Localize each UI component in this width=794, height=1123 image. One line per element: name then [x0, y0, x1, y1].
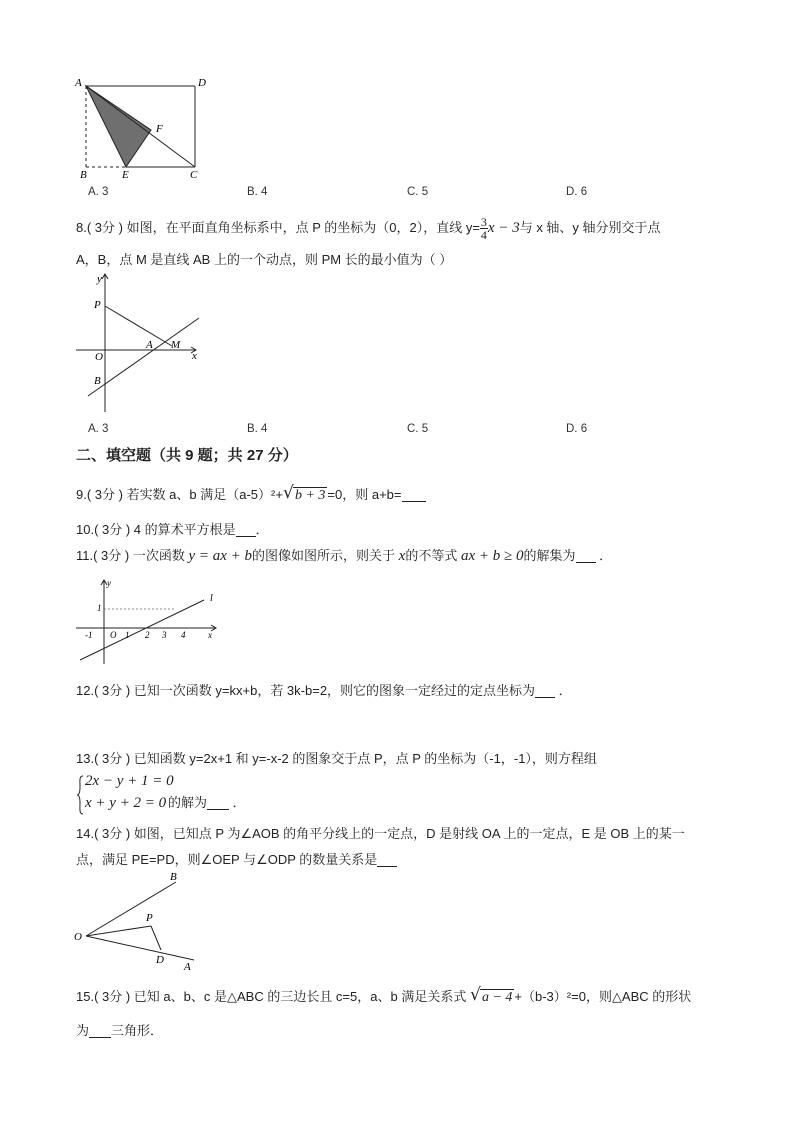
q8-option-b: B. 4 [247, 423, 268, 435]
label-B: B [170, 871, 177, 883]
q15-line2-prefix: 为 [76, 1023, 90, 1038]
q7-option-d: D. 6 [566, 186, 588, 198]
q10-answer-blank[interactable] [236, 522, 256, 537]
q15-radicand: a − 4 [481, 990, 513, 1005]
q9-radicand: b + 3 [294, 488, 326, 503]
q11-inequality: ax + b ≥ 0 [460, 548, 524, 564]
q9-sqrt [282, 483, 327, 505]
ray-OB [86, 882, 176, 936]
question-13-line1: 13.( 3分 ) 已知函数 y=2x+1 和 y=-x-2 的图象交于点 P，点 P 的坐标为（-1，-1），则方程组 [76, 751, 597, 766]
label-neg1: -1 [85, 630, 93, 640]
q15-sqrt [469, 985, 514, 1007]
q13-answer-blank[interactable] [207, 795, 229, 810]
question-11 [76, 547, 612, 565]
left-brace [76, 775, 84, 815]
label-x: x [208, 630, 212, 640]
segment-PD [151, 926, 161, 950]
label-P: P [146, 912, 153, 924]
question-8-line1 [76, 216, 661, 241]
q14-line2: 点，满足 PE=PD，则∠OEP 与∠ODP 的数量关系是 [76, 852, 378, 867]
label-O: O [74, 931, 82, 943]
q13-suffix: 的解为 [168, 795, 208, 810]
q7-option-c: C. 5 [407, 186, 429, 198]
question-15-line2 [76, 1022, 163, 1040]
q11-answer-blank[interactable] [576, 548, 596, 563]
q13-eq2: x + y + 2 = 0 [85, 795, 167, 811]
q14-answer-blank[interactable] [377, 852, 397, 867]
q11-suffix: 的解集为 [523, 548, 576, 563]
q10-suffix: ． [255, 522, 269, 537]
question-10 [76, 521, 269, 539]
label-C: C [190, 169, 198, 181]
label-B: B [94, 375, 101, 387]
q8-expression: x − 3 [487, 219, 520, 236]
q13-end: ． [232, 795, 246, 810]
q7-option-a: A. 3 [88, 186, 109, 198]
question-12 [76, 682, 572, 700]
label-B: B [80, 169, 87, 181]
label-3: 3 [162, 630, 167, 640]
question-9 [76, 483, 426, 505]
q13-answer-line [168, 792, 246, 811]
section-2-heading: 二、填空题（共 9 题；共 27 分） [76, 447, 298, 464]
sqrt-sign: √ [282, 483, 294, 503]
label-1-y: 1 [97, 603, 102, 613]
label-1-x: 1 [125, 630, 130, 640]
figure-q7-rectangle [74, 74, 214, 182]
question-8-line2: A，B，点 M 是直线 AB 上的一个动点，则 PM 长的最小值为（ ） [76, 252, 453, 267]
q12-suffix: ． [558, 683, 572, 698]
label-P: P [94, 299, 101, 311]
figure-q8-coordinate-plane [74, 270, 204, 416]
q13-eq1: 2x − y + 1 = 0 [85, 773, 174, 789]
q11-end: ． [599, 548, 613, 563]
label-D: D [198, 77, 206, 89]
q9-answer-blank[interactable] [402, 487, 426, 502]
figure-q14-angle [72, 868, 202, 974]
ray-OA [86, 936, 194, 960]
label-y: y [107, 578, 111, 588]
label-O: O [110, 630, 117, 640]
q8-option-a: A. 3 [88, 423, 109, 435]
q8-text-b: 与 x 轴、y 轴分别交于点 [519, 219, 661, 235]
q11-prefix: 11.( 3分 ) 一次函数 [76, 548, 185, 563]
q12-answer-blank[interactable] [535, 683, 555, 698]
q15-line2-suffix: 三角形． [111, 1023, 164, 1038]
q11-function: y = ax + b [188, 548, 253, 564]
segment-PM [105, 306, 172, 346]
q8-text-a: 如图，在平面直角坐标系中，点 P 的坐标为（0，2），直线 y= [126, 219, 480, 235]
q15-prefix: 15.( 3分 ) 已知 a、b、c 是△ABC 的三边长且 c=5，a、b 满足关系式 [76, 989, 467, 1004]
q9-suffix: =0，则 a+b= [327, 487, 402, 502]
q11-mid2: 的不等式 [405, 548, 458, 563]
q7-option-b: B. 4 [247, 186, 268, 198]
q12-prefix: 12.( 3分 ) 已知一次函数 y=kx+b，若 3k-b=2，则它的图象一定经过的定点坐标为 [76, 683, 536, 698]
label-y: y [97, 273, 102, 285]
label-A: A [75, 77, 82, 89]
q8-score: ( 3分 ) [86, 219, 123, 235]
label-O: O [95, 351, 103, 363]
q11-var: x [398, 548, 406, 564]
question-15-line1 [76, 985, 692, 1007]
question-14-line2 [76, 851, 397, 869]
q9-prefix: 9.( 3分 ) 若实数 a、b 满足（a-5）²+ [76, 487, 283, 502]
label-A: A [146, 339, 153, 351]
q8-number: 8. [76, 219, 87, 235]
q15-suffix: +（b-3）²=0，则△ABC 的形状 [514, 989, 692, 1004]
label-x: x [192, 350, 197, 362]
label-2: 2 [145, 630, 150, 640]
label-E: E [122, 169, 129, 181]
sqrt-sign: √ [469, 985, 481, 1005]
q10-prefix: 10.( 3分 ) 4 的算术平方根是 [76, 522, 236, 537]
q11-mid: 的图像如图所示，则关于 [252, 548, 396, 563]
bisector-OP [86, 926, 151, 936]
label-F: F [156, 123, 163, 135]
label-l: l [210, 593, 213, 604]
q8-fraction [480, 216, 488, 241]
q8-frac-num: 3 [480, 215, 487, 229]
label-D: D [156, 954, 164, 966]
label-M: M [171, 339, 181, 351]
figure-q11-line-graph [74, 576, 224, 668]
q8-option-c: C. 5 [407, 423, 429, 435]
q8-frac-den: 4 [480, 228, 487, 242]
diagonal-AC [86, 86, 195, 167]
q15-answer-blank[interactable] [89, 1023, 111, 1038]
label-A: A [184, 961, 191, 973]
q8-option-d: D. 6 [566, 423, 588, 435]
label-4: 4 [181, 630, 186, 640]
question-14-line1: 14.( 3分 ) 如图，已知点 P 为∠AOB 的角平分线上的一定点，D 是射线 OA 上的一定点，E 是 OB 上的某一 [76, 826, 685, 841]
